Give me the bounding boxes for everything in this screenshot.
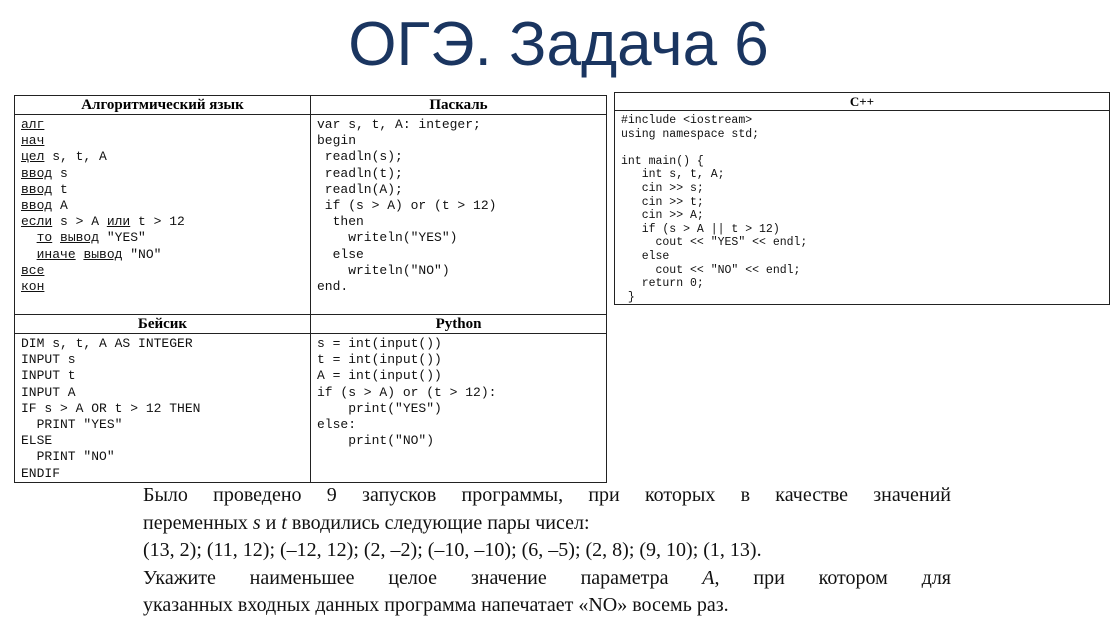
python-code: s = int(input()) t = int(input()) A = int(input()) if (s > A) or (t > 12): print("YES") else: print("NO") — [317, 336, 497, 449]
problem-line-4 — [143, 565, 951, 593]
keyword: или — [106, 214, 131, 230]
code-text: A — [52, 198, 68, 214]
cpp-code-cell — [615, 111, 1110, 305]
problem-line-5: указанных входных данных программа напечатает «NO» восемь раз. — [143, 594, 729, 616]
problem-text: вводились следующие пары чисел: — [286, 511, 590, 534]
alg-code-line — [21, 182, 304, 198]
header-alg: Алгоритмический язык — [15, 96, 311, 115]
code-text — [21, 230, 37, 245]
keyword: алг — [21, 117, 45, 132]
problem-text: и — [260, 511, 282, 534]
header-cpp: C++ — [615, 93, 1110, 111]
problem-line-3: (13, 2); (11, 12); (–12, 12); (2, –2); (–10, –10); (6, –5); (2, 8); (9, 10); (1, 13). — [143, 539, 762, 561]
variable-t: t — [281, 511, 287, 534]
alg-code-line — [21, 214, 304, 230]
keyword: ввод — [21, 181, 53, 197]
keyword: ввод — [21, 165, 53, 181]
keyword: кон — [21, 279, 45, 295]
variable-s: s — [252, 511, 261, 534]
keyword: если — [21, 214, 53, 230]
keyword: то — [36, 230, 53, 246]
alg-code-line — [21, 247, 304, 263]
problem-line-2 — [143, 510, 951, 538]
keyword: цел — [21, 149, 45, 165]
pascal-code: var s, t, A: integer; begin readln(s); readln(t); readln(A); if (s > A) or (t > 12) then writeln("YES") else writeln("NO") end. — [317, 117, 497, 295]
problem-line-1: Было проведено 9 запусков программы, при которых в качестве значений — [143, 484, 951, 506]
code-text: t — [52, 181, 68, 197]
python-code-cell — [311, 334, 607, 483]
code-text: s > A — [52, 214, 107, 230]
alg-code-line — [21, 149, 304, 165]
variable-A: A — [702, 566, 715, 589]
header-python: Python — [311, 315, 607, 334]
alg-code-line — [21, 166, 304, 182]
pascal-code-cell — [311, 115, 607, 315]
alg-code-cell — [15, 115, 311, 315]
keyword: все — [21, 262, 45, 278]
alg-code-line — [21, 263, 304, 279]
keyword: вывод — [83, 246, 123, 262]
code-text — [52, 230, 60, 245]
alg-code — [15, 115, 310, 295]
slide-title: ОГЭ. Задача 6 — [348, 10, 769, 79]
problem-text: переменных — [143, 511, 253, 534]
code-text: s, t, A — [44, 149, 107, 165]
alg-code-line — [21, 279, 304, 295]
problem-text: , при котором для — [714, 566, 952, 589]
keyword: нач — [21, 133, 45, 149]
keyword: вывод — [60, 230, 100, 246]
basic-code: DIM s, t, A AS INTEGER INPUT s INPUT t INPUT A IF s > A OR t > 12 THEN PRINT "YES" ELSE PRINT "NO" ENDIF — [21, 336, 201, 481]
alg-code-line — [21, 133, 304, 149]
cpp-code: #include <iostream> using namespace std; int main() { int s, t, A; cin >> s; cin >> t; cin >> A; if (s > A || t > 12) cout << "YES" << endl; else cout << "NO" << endl; return 0; } — [621, 114, 808, 304]
code-text: "YES" — [99, 230, 146, 246]
code-text: s — [52, 165, 68, 181]
alg-code-line — [21, 198, 304, 214]
code-table-cpp — [614, 92, 1110, 305]
basic-code-cell — [15, 334, 311, 483]
code-text — [21, 247, 37, 262]
keyword: ввод — [21, 198, 53, 214]
code-text: "NO" — [122, 246, 162, 262]
header-basic: Бейсик — [15, 315, 311, 334]
code-table-main — [14, 95, 607, 483]
code-text: t > 12 — [130, 214, 185, 230]
header-pascal: Паскаль — [311, 96, 607, 115]
problem-text: Укажите наименьшее целое значение параметра — [143, 566, 703, 589]
keyword: иначе — [36, 246, 76, 262]
problem-statement — [143, 482, 951, 620]
alg-code-line — [21, 230, 304, 246]
alg-code-line — [21, 117, 304, 133]
